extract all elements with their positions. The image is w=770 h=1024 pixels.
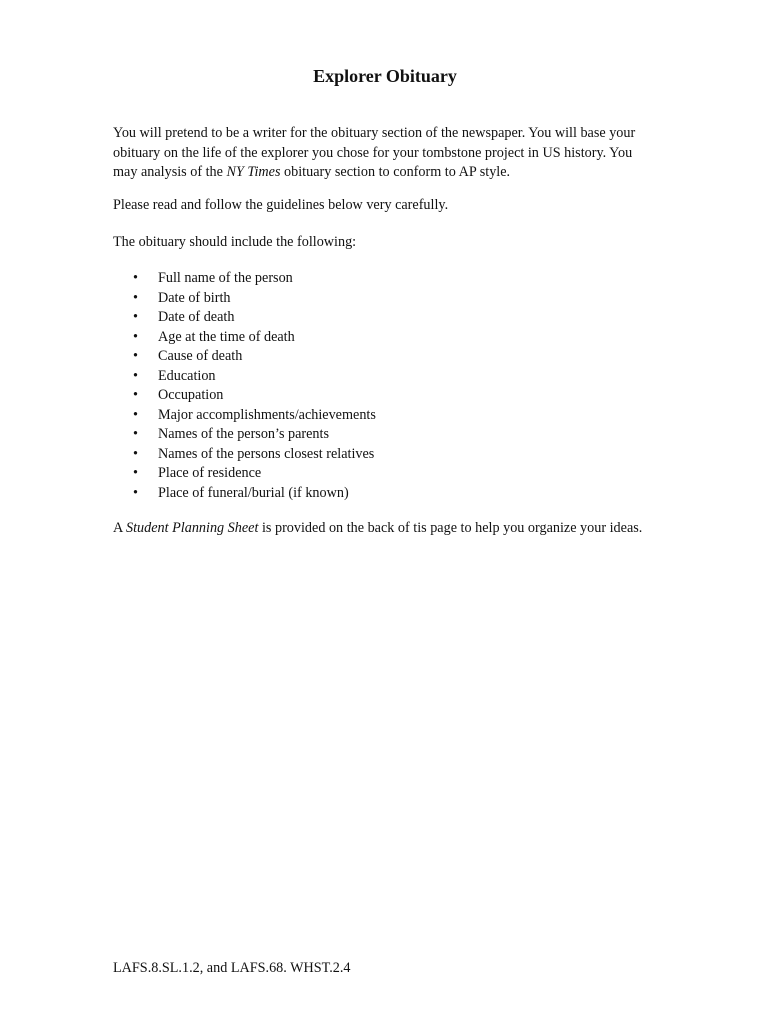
list-item bbox=[113, 328, 613, 348]
bullet-icon: • bbox=[133, 406, 138, 423]
page-title: Explorer Obituary bbox=[313, 66, 457, 86]
bullet-icon: • bbox=[133, 328, 138, 345]
list-item bbox=[113, 386, 613, 406]
closing-paragraph bbox=[113, 519, 653, 539]
bullet-icon: • bbox=[133, 426, 138, 442]
list-item-text: Date of birth bbox=[158, 289, 231, 306]
list-item bbox=[113, 484, 613, 504]
list-item bbox=[113, 347, 613, 367]
list-item-text: Major accomplishments/achievements bbox=[158, 406, 376, 423]
list-item-text: Age at the time of death bbox=[158, 328, 295, 345]
list-item bbox=[113, 445, 613, 465]
list-item bbox=[113, 308, 613, 328]
list-item bbox=[113, 464, 613, 484]
intro-text-start: You will pretend to be a writer for the obituary section of the newspaper. You will base your obituary on the life of the explorer you chose for your tombstone project in US history. You may analysis of the bbox=[113, 125, 636, 180]
bullet-icon: • bbox=[133, 270, 138, 286]
list-item-text: Full name of the person bbox=[158, 270, 293, 286]
list-item-text: Names of the persons closest relatives bbox=[158, 445, 375, 462]
bullet-icon: • bbox=[133, 348, 138, 364]
closing-text-start: A bbox=[113, 520, 127, 536]
list-item bbox=[113, 425, 613, 445]
list-item bbox=[113, 367, 613, 387]
instructions-paragraph: Please read and follow the guidelines below very carefully. bbox=[113, 197, 449, 213]
bullet-icon: • bbox=[133, 367, 138, 384]
intro-emphasis: NY Times bbox=[226, 164, 281, 180]
standards-footer: LAFS.8.SL.1.2, and LAFS.68. WHST.2.4 bbox=[113, 960, 351, 976]
list-item bbox=[113, 289, 613, 309]
list-item-text: Date of death bbox=[158, 309, 235, 325]
bullet-icon: • bbox=[133, 387, 138, 403]
list-item bbox=[113, 406, 613, 426]
list-item bbox=[113, 269, 613, 289]
list-item-text: Cause of death bbox=[158, 348, 243, 364]
bullet-icon: • bbox=[133, 289, 138, 306]
bullet-icon: • bbox=[133, 445, 138, 462]
list-item-text: Education bbox=[158, 367, 216, 384]
list-item-text: Names of the person’s parents bbox=[158, 426, 329, 442]
list-item-text: Occupation bbox=[158, 387, 224, 403]
bullet-icon: • bbox=[133, 484, 138, 501]
closing-text-end: is provided on the back of tis page to help you organize your ideas. bbox=[258, 520, 643, 536]
bullet-icon: • bbox=[133, 309, 138, 325]
intro-text-end: obituary section to conform to AP style. bbox=[280, 164, 511, 180]
list-item-text: Place of residence bbox=[158, 465, 262, 481]
checklist-intro: The obituary should include the following: bbox=[113, 234, 357, 250]
closing-emphasis: Student Planning Sheet bbox=[126, 520, 259, 536]
requirements-list bbox=[113, 269, 613, 503]
bullet-icon: • bbox=[133, 465, 138, 481]
intro-paragraph bbox=[113, 124, 653, 183]
list-item-text: Place of funeral/burial (if known) bbox=[158, 484, 349, 501]
